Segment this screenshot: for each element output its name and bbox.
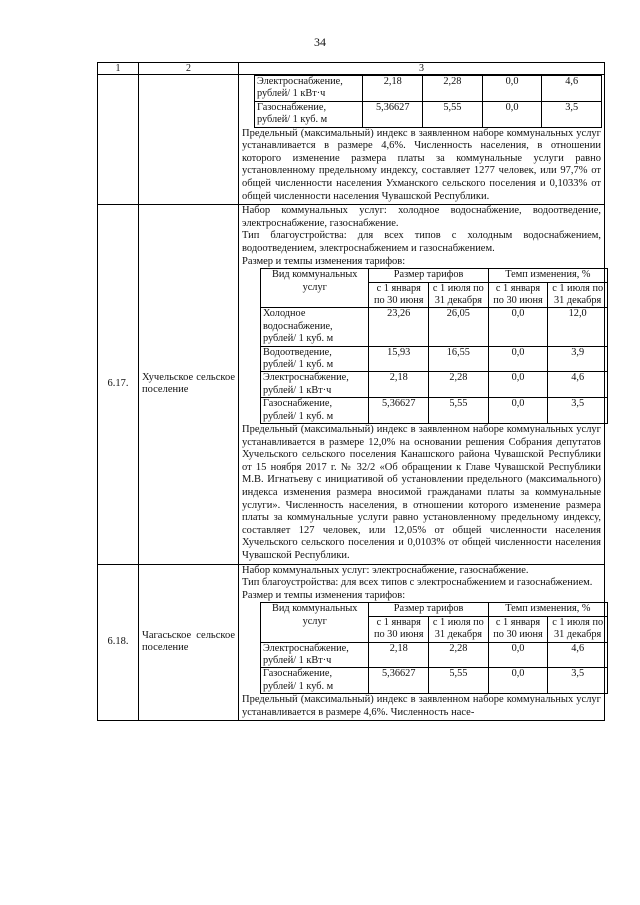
kind-header: Вид коммунальных услуг [261, 269, 369, 308]
tariff-row [255, 101, 602, 127]
tariff-value: 2,28 [423, 76, 483, 102]
period-header: с 1 января по 30 июня [369, 282, 429, 308]
services-set: Набор коммунальных услуг: холодное водоснабжение, водоотведение, электроснабжение, газоснабжение. [242, 205, 601, 229]
rate-value: 0,0 [488, 308, 548, 346]
settlement-number: 6.17. [98, 205, 139, 564]
service-label: Электроснабжение, рублей/ 1 кВт·ч [261, 642, 369, 668]
period-header: с 1 июля по 31 декабря [429, 282, 489, 308]
settlement-content [239, 205, 605, 564]
column-header-1: 1 [98, 63, 139, 75]
tariff-table [97, 62, 605, 721]
rate-value: 0,0 [488, 372, 548, 398]
tariff-row [261, 668, 608, 694]
tariff-value: 5,36627 [369, 668, 429, 694]
rate-value: 3,5 [548, 398, 608, 424]
period-header: с 1 января по 30 июня [369, 616, 429, 642]
period-header: с 1 июля по 31 декабря [548, 282, 608, 308]
service-label: Газоснабжение, рублей/ 1 куб. м [255, 101, 363, 127]
tariff-value: 2,28 [429, 372, 489, 398]
settlement-name: Хучельское сельское поселение [139, 205, 239, 564]
settlement-name: Чагасьское сельское поселение [139, 564, 239, 721]
rate-value: 0,0 [488, 668, 548, 694]
tariff-value: 5,55 [429, 398, 489, 424]
tariff-value: 26,05 [429, 308, 489, 346]
tariff-caption: Размер и темпы изменения тарифов: [242, 255, 406, 267]
tariff-row [261, 308, 608, 346]
rate-value: 0,0 [488, 398, 548, 424]
settlement-row-6-18 [98, 564, 605, 721]
page-number: 34 [314, 35, 326, 49]
service-label: Холодное водоснабжение, рублей/ 1 куб. м [261, 308, 369, 346]
continued-row [98, 75, 605, 205]
rate-value: 0,0 [488, 642, 548, 668]
improvement-type: Тип благоустройства: для всех типов с холодным водоснабжением, водоотведением, электроснабжением и газоснабжением. [242, 230, 601, 254]
tariff-row [261, 346, 608, 372]
tariff-value: 5,55 [429, 668, 489, 694]
service-label: Электроснабжение, рублей/ 1 кВт·ч [255, 76, 363, 102]
service-label: Газоснабжение, рублей/ 1 куб. м [261, 668, 369, 694]
rate-header: Темп изменения, % [488, 603, 607, 616]
rate-value: 3,9 [548, 346, 608, 372]
tariff-value: 2,18 [369, 642, 429, 668]
period-header: с 1 июля по 31 декабря [548, 616, 608, 642]
tariff-row [261, 398, 608, 424]
settlement-content [239, 564, 605, 721]
rate-header: Темп изменения, % [488, 269, 607, 282]
rate-value: 0,0 [482, 101, 542, 127]
services-set: Набор коммунальных услуг: электроснабжение, газоснабжение. [242, 564, 529, 576]
tariff-row [255, 76, 602, 102]
tariff-value: 23,26 [369, 308, 429, 346]
service-label: Электроснабжение, рублей/ 1 кВт·ч [261, 372, 369, 398]
tariff-value: 2,18 [369, 372, 429, 398]
size-header: Размер тарифов [369, 603, 488, 616]
rate-value: 3,5 [548, 668, 608, 694]
kind-header: Вид коммунальных услуг [261, 603, 369, 642]
rate-value: 4,6 [548, 372, 608, 398]
tariff-row [261, 372, 608, 398]
settlement-row-6-17 [98, 205, 605, 564]
tariff-row [261, 642, 608, 668]
rate-value: 12,0 [548, 308, 608, 346]
tariff-subtable [260, 268, 608, 424]
rate-value: 0,0 [482, 76, 542, 102]
period-header: с 1 июля по 31 декабря [429, 616, 489, 642]
index-paragraph: Предельный (максимальный) индекс в заявленном наборе коммунальных услуг устанавливается в размере 4,6%. Численность насе- [242, 694, 601, 718]
tariff-value: 15,93 [369, 346, 429, 372]
continued-tariff-table [254, 75, 602, 128]
size-header: Размер тарифов [369, 269, 488, 282]
rate-value: 0,0 [488, 346, 548, 372]
tariff-value: 2,28 [429, 642, 489, 668]
tariff-value: 5,55 [423, 101, 483, 127]
service-label: Водоотведение, рублей/ 1 куб. м [261, 346, 369, 372]
tariff-value: 2,18 [363, 76, 423, 102]
service-label: Газоснабжение, рублей/ 1 куб. м [261, 398, 369, 424]
tariff-value: 16,55 [429, 346, 489, 372]
column-header-3: 3 [239, 63, 605, 75]
tariff-value: 5,36627 [369, 398, 429, 424]
column-header-row [98, 63, 605, 75]
rate-value: 4,6 [542, 76, 602, 102]
index-paragraph: Предельный (максимальный) индекс в заявленном наборе коммунальных услуг устанавливается в размере 12,0% на основании решения Собрания депутатов Хучельского сельского поселения Канашского района Чувашской Республики от 15 ноября 2017 г. № 32/2 «Об обращении к Главе Чувашской Республики М.В. Игнатьеву с инициативой об установлении предельного (максимального) индекса изменения размера вносимой гражданами платы за коммунальные услуги». Численность населения, в отношении которого изменение размера платы за коммунальные услуги равно установленному предельному индексу, составляет 127 человек, или 12,05% от общей численности населения Хучельского сельского поселения и 0,0103% от общей численности населения Чувашской Республики. [242, 424, 601, 561]
rate-value: 3,5 [542, 101, 602, 127]
improvement-type: Тип благоустройства: для всех типов с электроснабжением и газоснабжением. [242, 577, 593, 589]
tariff-caption: Размер и темпы изменения тарифов: [242, 589, 406, 601]
period-header: с 1 января по 30 июня [488, 282, 548, 308]
index-paragraph: Предельный (максимальный) индекс в заявленном наборе коммунальных услуг устанавливается в размере 4,6%. Численность населения, в отношении которого изменение размера платы за коммунальные услуги равно установленному предельному индексу, составляет 1277 человек, или 97,7% от общей численности населения Ухманского сельского поселения и 0,1033% от общей численности населения Чувашской Республики. [242, 127, 601, 202]
column-header-2: 2 [139, 63, 239, 75]
tariff-value: 5,36627 [363, 101, 423, 127]
settlement-number: 6.18. [98, 564, 139, 721]
rate-value: 4,6 [548, 642, 608, 668]
period-header: с 1 января по 30 июня [488, 616, 548, 642]
continued-content [239, 75, 605, 205]
tariff-subtable [260, 602, 608, 694]
